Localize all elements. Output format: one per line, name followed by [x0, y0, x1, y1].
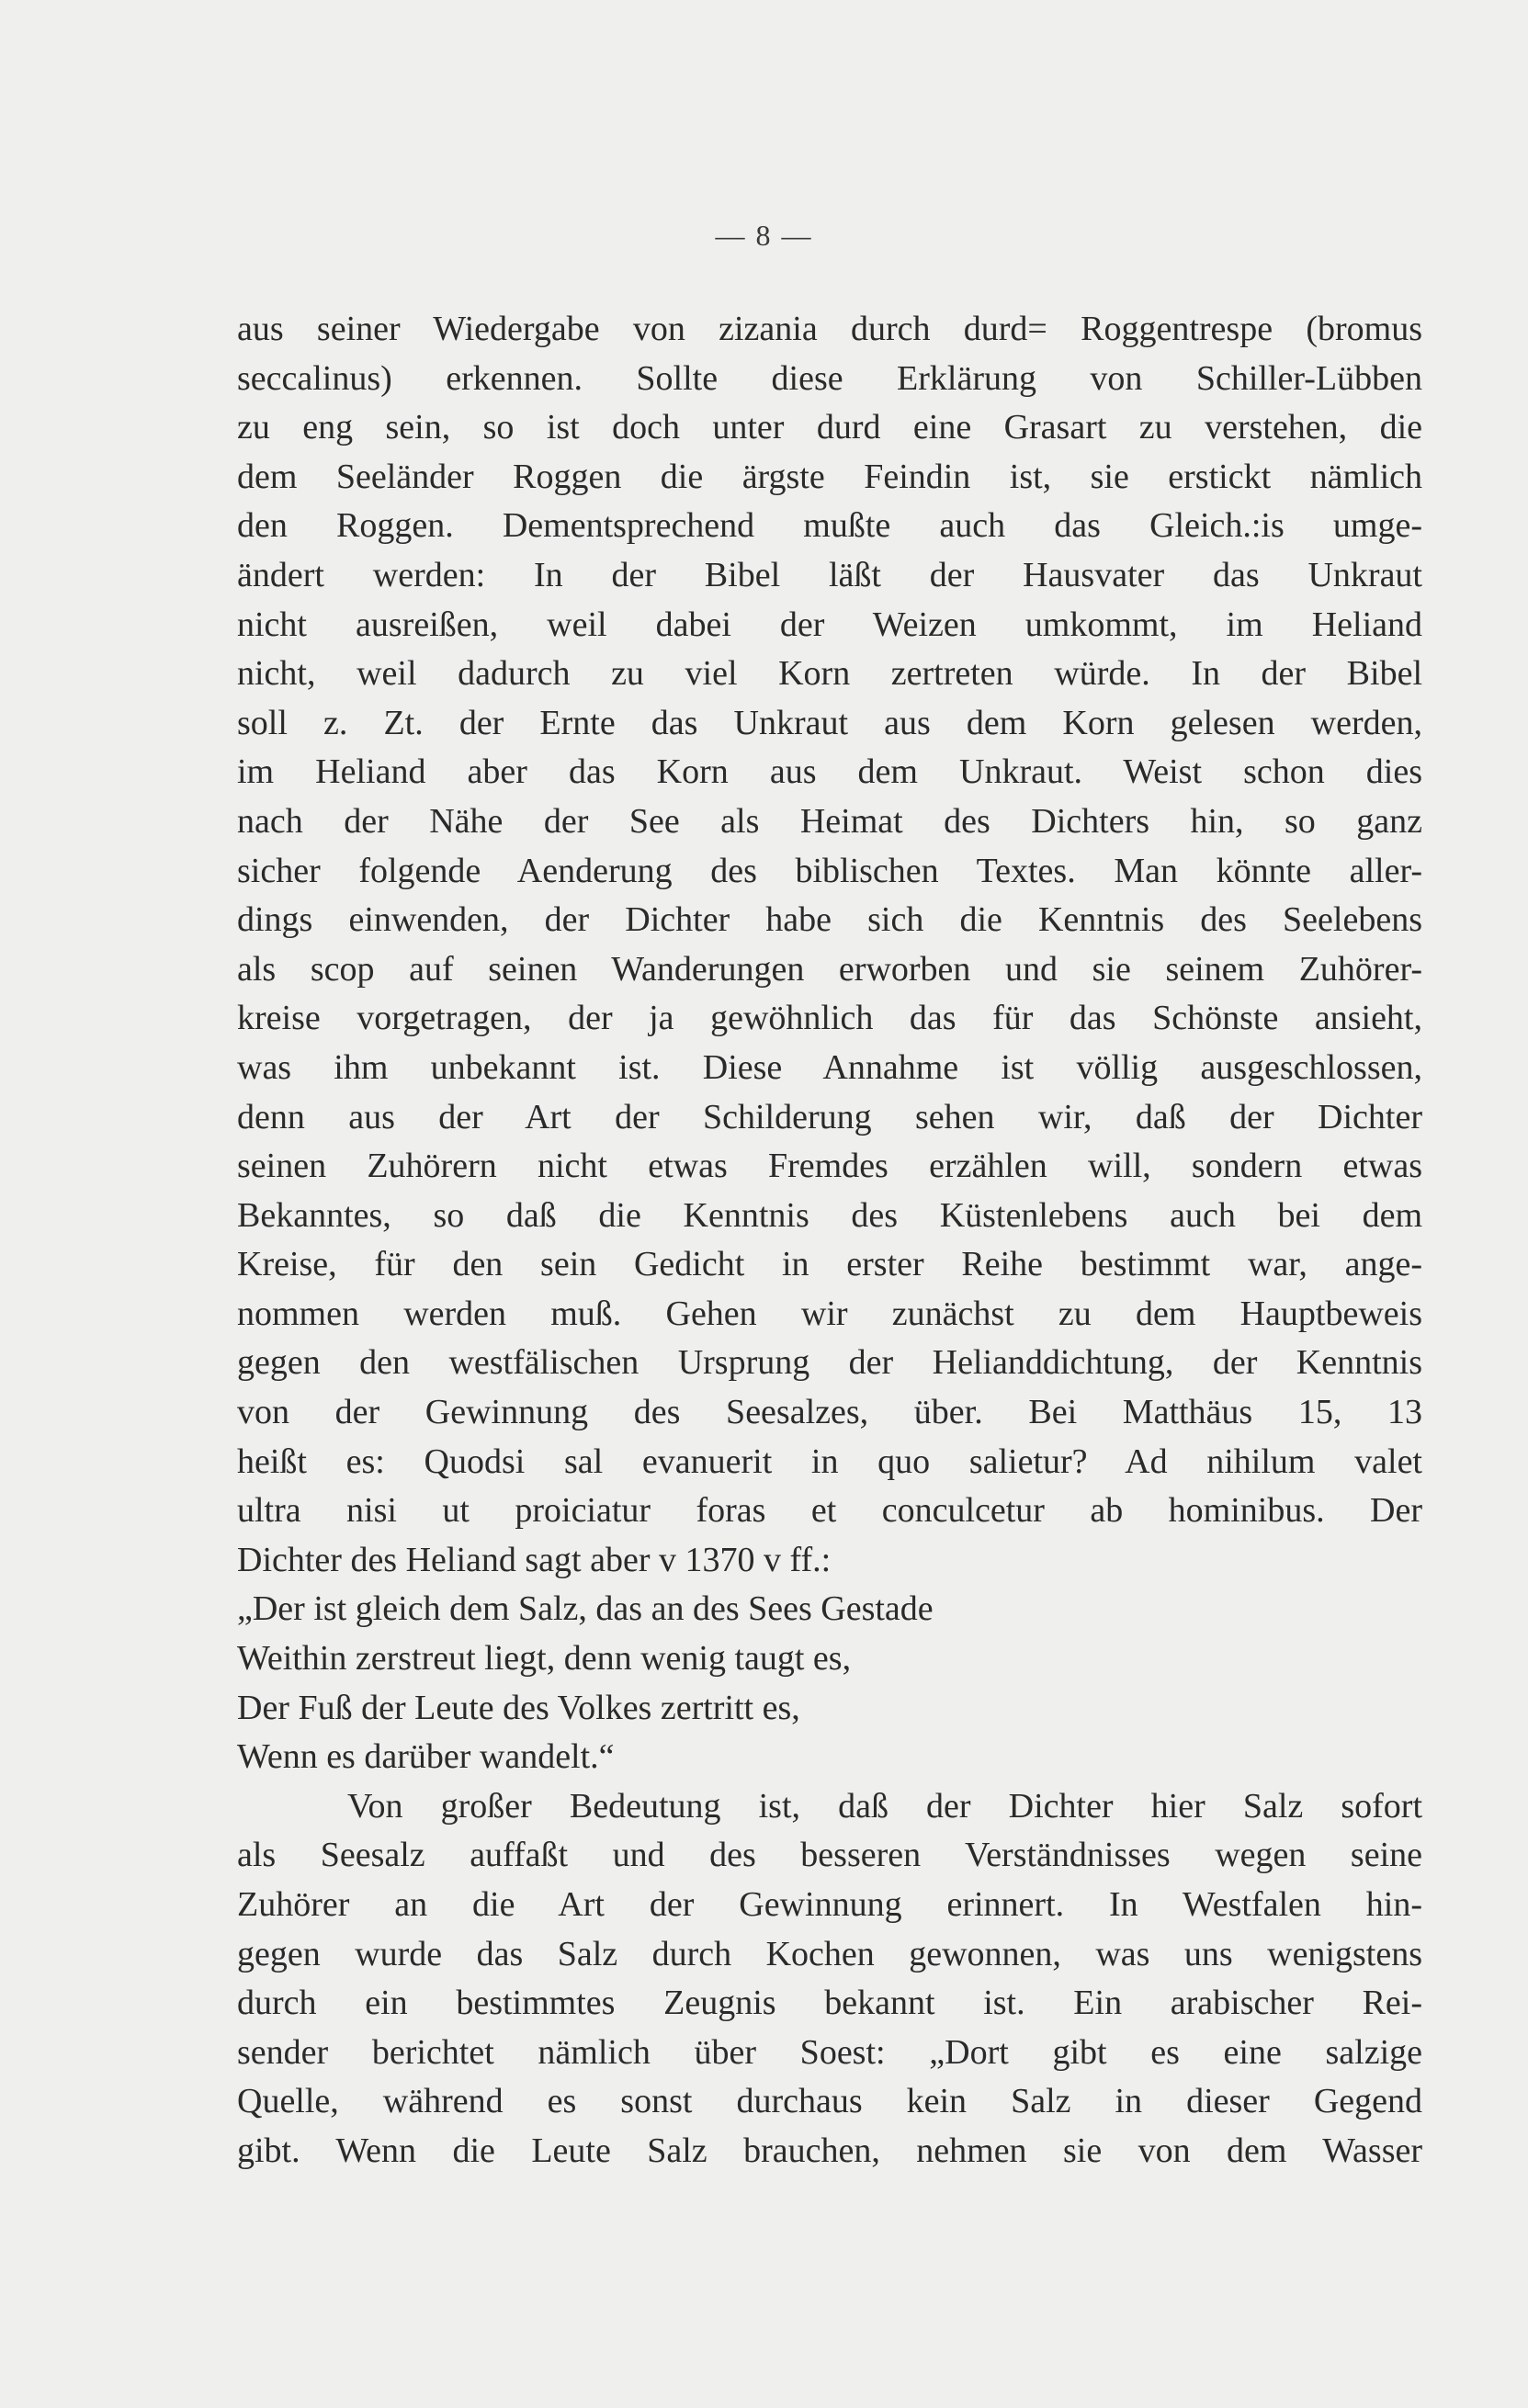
text-line: heißt es: Quodsi sal evanuerit in quo salietur? Ad nihilum valet	[237, 1441, 1422, 1481]
text-line: im Heliand aber das Korn aus dem Unkraut. Weist schon dies	[237, 752, 1422, 792]
text-line: als scop auf seinen Wanderungen erworben und sie seinem Zuhörer-	[237, 949, 1422, 989]
text-line: Dichter des Heliand sagt aber v 1370 v ff.:	[237, 1540, 832, 1579]
text-line: Quelle, während es sonst durchaus kein Salz in dieser Gegend	[237, 2082, 1422, 2121]
text-line: Von großer Bedeutung ist, daß der Dichter hier Salz sofort	[347, 1786, 1422, 1826]
text-line: dings einwenden, der Dichter habe sich die Kenntnis des Seelebens	[237, 900, 1422, 940]
text-line: sicher folgende Aenderung des biblischen Textes. Man könnte aller-	[237, 851, 1422, 890]
text-line: soll z. Zt. der Ernte das Unkraut aus dem Korn gelesen werden,	[237, 703, 1422, 742]
text-line: gegen den westfälischen Ursprung der Helianddichtung, der Kenntnis	[237, 1343, 1422, 1383]
text-line: gibt. Wenn die Leute Salz brauchen, nehmen sie von dem Wasser	[237, 2131, 1422, 2170]
text-line: durch ein bestimmtes Zeugnis bekannt ist. Ein arabischer Rei-	[237, 1984, 1422, 2023]
text-line: zu eng sein, so ist doch unter durd eine Grasart zu verstehen, die	[237, 408, 1422, 447]
text-line: seinen Zuhörern nicht etwas Fremdes erzählen will, sondern etwas	[237, 1147, 1422, 1186]
text-line: nommen werden muß. Gehen wir zunächst zu dem Hauptbeweis	[237, 1294, 1422, 1333]
text-line: von der Gewinnung des Seesalzes, über. Bei Matthäus 15, 13	[237, 1393, 1422, 1432]
text-line: aus seiner Wiedergabe von zizania durch durd= Roggentrespe (bromus	[237, 310, 1422, 348]
text-line: nicht, weil dadurch zu viel Korn zertreten würde. In der Bibel	[237, 654, 1422, 694]
text-line: als Seesalz auffaßt und des besseren Verständnisses wegen seine	[237, 1836, 1422, 1875]
text-line: nicht ausreißen, weil dabei der Weizen umkommt, im Heliand	[237, 605, 1422, 644]
body-text	[237, 305, 1422, 2176]
text-line: kreise vorgetragen, der ja gewöhnlich das für das Schönste ansieht,	[237, 999, 1422, 1038]
text-line: ändert werden: In der Bibel läßt der Hausvater das Unkraut	[237, 555, 1422, 594]
text-line: gegen wurde das Salz durch Kochen gewonnen, was uns wenigstens	[237, 1934, 1422, 1973]
text-line: sender berichtet nämlich über Soest: „Dort gibt es eine salzige	[237, 2032, 1422, 2072]
text-line: denn aus der Art der Schilderung sehen wir, daß der Dichter	[237, 1097, 1422, 1136]
text-line: Wenn es darüber wandelt.“	[237, 1737, 615, 1777]
text-line: was ihm unbekannt ist. Diese Annahme ist völlig ausgeschlossen,	[237, 1047, 1422, 1087]
text-line: nach der Nähe der See als Heimat des Dichters hin, so ganz	[237, 801, 1422, 841]
text-line: Bekanntes, so daß die Kenntnis des Küstenlebens auch bei dem	[237, 1195, 1422, 1235]
text-line: Kreise, für den sein Gedicht in erster Reihe bestimmt war, ange-	[237, 1245, 1422, 1284]
text-line: Weithin zerstreut liegt, denn wenig taugt es,	[237, 1639, 852, 1679]
text-line: ultra nisi ut proiciatur foras et conculcetur ab hominibus. Der	[237, 1491, 1422, 1531]
text-line: dem Seeländer Roggen die ärgste Feindin ist, sie erstickt nämlich	[237, 457, 1422, 496]
text-line: den Roggen. Dementsprechend mußte auch das Gleich.:is umge-	[237, 506, 1422, 546]
text-line: Zuhörer an die Art der Gewinnung erinnert. In Westfalen hin-	[237, 1885, 1422, 1924]
text-line: Der Fuß der Leute des Volkes zertritt es,	[237, 1688, 800, 1727]
page-number: — 8 —	[715, 219, 813, 252]
text-line: „Der ist gleich dem Salz, das an des Sees Gestade	[237, 1589, 934, 1629]
text-line: seccalinus) erkennen. Sollte diese Erklärung von Schiller-Lübben	[237, 358, 1422, 398]
